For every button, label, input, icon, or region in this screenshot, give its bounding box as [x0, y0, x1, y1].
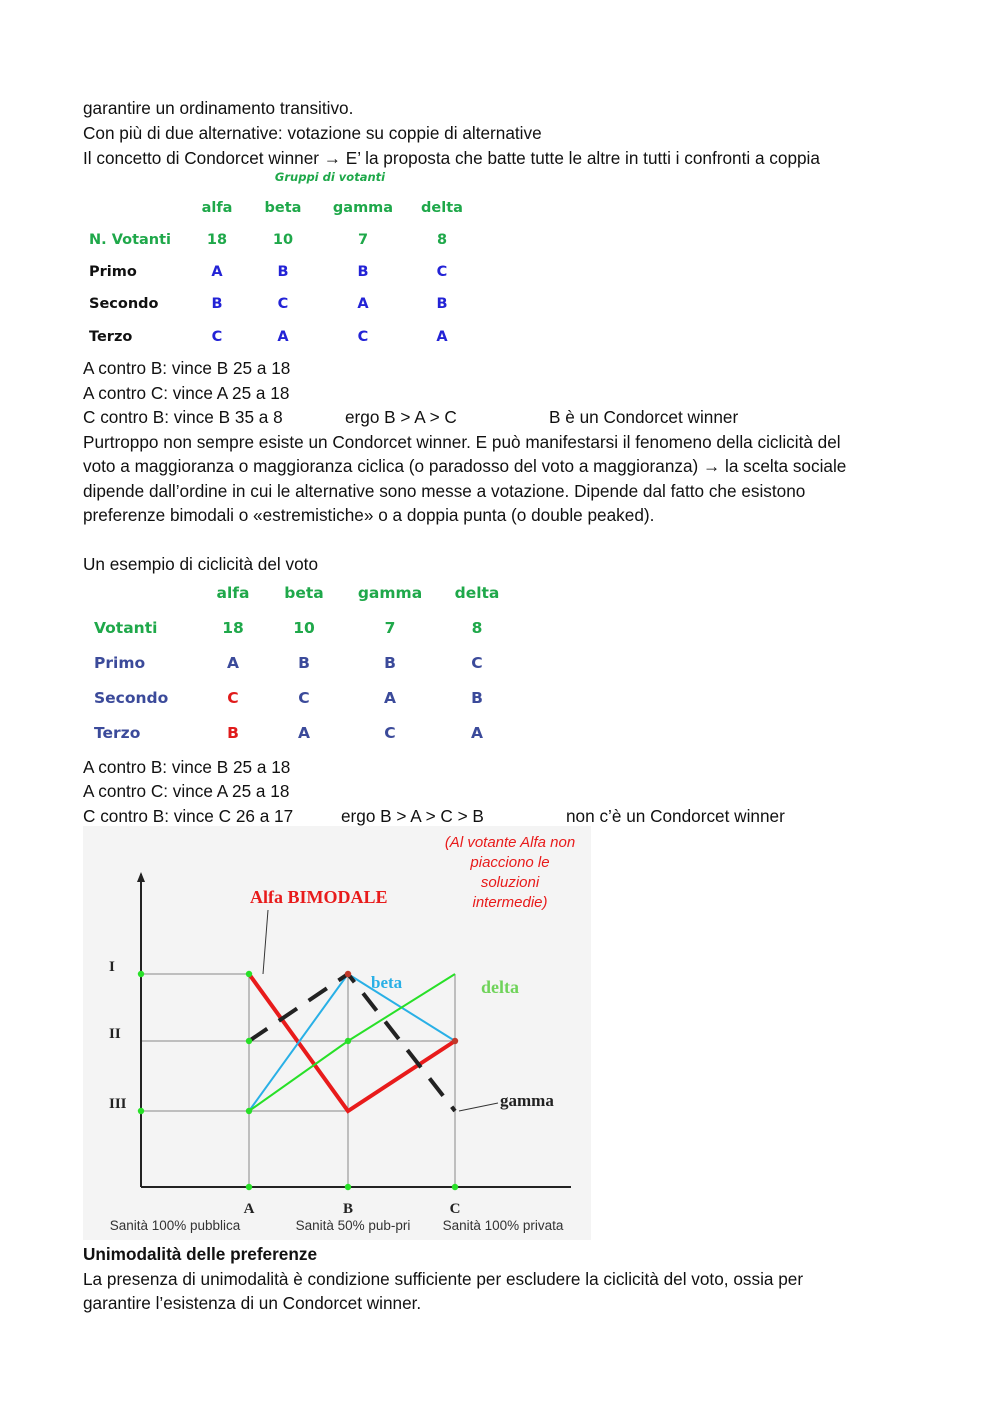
x-tick-label: C [449, 1201, 461, 1217]
chart-annotation-line: soluzioni [480, 874, 540, 891]
x-category-sublabel: Sanità 50% pub-pri [295, 1218, 411, 1233]
series-label-beta: beta [371, 973, 403, 992]
table-cell: C [211, 329, 223, 345]
section-heading: Unimodalità delle preferenze [83, 1244, 318, 1264]
table-cell: C [298, 689, 310, 707]
table-header-cell: alfa [216, 584, 250, 602]
table-cell: A [471, 724, 483, 742]
text-line [83, 804, 785, 829]
table-cell: 7 [357, 232, 369, 248]
axis-point [345, 1184, 351, 1190]
table-cell: A [211, 264, 223, 280]
series-line-gamma [249, 974, 455, 1111]
table-cell: 10 [293, 619, 315, 637]
table-cell: B [211, 296, 223, 312]
series-line-delta [249, 974, 455, 1111]
table-cell: A [357, 296, 369, 312]
text-segment: ergo B > A > C [345, 407, 457, 427]
table-cell: C [384, 724, 396, 742]
table-row-label: Terzo [89, 329, 133, 345]
table-header-cell: delta [454, 584, 500, 602]
table-cell: C [277, 296, 289, 312]
series-line-beta [249, 974, 455, 1111]
chart-annotation-line: (Al votante Alfa non [444, 834, 576, 851]
table-cell: A [227, 654, 239, 672]
axis-point [138, 971, 144, 977]
table-cell: B [471, 689, 483, 707]
table-cell: C [227, 689, 239, 707]
text-line: A contro C: vince A 25 a 18 [83, 781, 290, 801]
text-segment: E’ la proposta che batte tutte le altre in tutti i confronti a coppia [340, 148, 820, 168]
data-point [246, 1108, 252, 1114]
table-cell: B [298, 654, 310, 672]
data-point [246, 971, 252, 977]
text-segment: ergo B > A > C > B [341, 806, 484, 826]
table-row-label: Primo [89, 264, 137, 280]
table-header-cell: beta [284, 584, 324, 602]
table-row-label: Votanti [94, 619, 158, 637]
data-point [246, 1038, 252, 1044]
text-line: Un esempio di ciclicità del voto [83, 554, 319, 574]
table-header-cell: beta [264, 200, 302, 216]
table-cell: C [471, 654, 483, 672]
table-cell: A [277, 329, 289, 345]
x-tick-label: B [342, 1201, 354, 1217]
series-label-delta: delta [481, 977, 519, 997]
text-segment: C contro B: vince C 26 a 17 [83, 806, 294, 826]
label-leader-line [459, 1103, 498, 1111]
text-line: voto a maggioranza o maggioranza ciclica (o paradosso del voto a maggioranza) → la scelta sociale [83, 456, 847, 476]
text-segment: B è un Condorcet winner [549, 407, 739, 427]
y-tick-label: II [109, 1026, 121, 1042]
series-line-alfa [249, 974, 455, 1111]
x-category-sublabel: Sanità 100% pubblica [109, 1218, 241, 1233]
table-cell: 10 [272, 232, 294, 248]
table-cell: 18 [206, 232, 228, 248]
table-row-label: N. Votanti [89, 232, 172, 248]
voter-groups-table [83, 168, 483, 358]
table-cell: A [384, 689, 396, 707]
table-header-cell: delta [421, 200, 463, 216]
table-cell: 8 [436, 232, 448, 248]
label-leader-line [263, 910, 268, 974]
table-cell: B [227, 724, 239, 742]
table-cell: 18 [222, 619, 244, 637]
text-line: garantire l’esistenza di un Condorcet winner. [83, 1293, 422, 1313]
table-cell: C [436, 264, 448, 280]
preference-chart [83, 826, 591, 1240]
data-point [452, 1038, 458, 1044]
arrow-right-icon: → [323, 148, 341, 168]
y-axis-arrow-icon [137, 872, 145, 882]
text-line: preferenze bimodali o «estremistiche» o a doppia punta (o double peaked). [83, 505, 655, 525]
table-cell: 7 [384, 619, 396, 637]
axis-point [138, 1108, 144, 1114]
table-header-cell: gamma [357, 584, 423, 602]
table-cell: A [436, 329, 448, 345]
table-cell: B [277, 264, 289, 280]
text-line: A contro B: vince B 25 a 18 [83, 358, 291, 378]
table-cell: B [384, 654, 396, 672]
text-line: La presenza di unimodalità è condizione sufficiente per escludere la ciclicità del voto, ossia per [83, 1269, 804, 1289]
text-line: A contro C: vince A 25 a 18 [83, 383, 290, 403]
table-row-label: Secondo [89, 296, 159, 312]
axis-point [246, 1184, 252, 1190]
text-line: A contro B: vince B 25 a 18 [83, 757, 291, 777]
table-row-label: Primo [94, 654, 146, 672]
text-line: Con più di due alternative: votazione su coppie di alternative [83, 123, 542, 143]
cyclic-example-table [83, 580, 513, 752]
preference-chart-svg [83, 826, 591, 1240]
table-cell: B [357, 264, 369, 280]
axis-point [452, 1184, 458, 1190]
table-header-cell: gamma [332, 200, 394, 216]
table-cell: C [357, 329, 369, 345]
text-line [83, 405, 739, 430]
chart-annotation-line: piacciono le [470, 854, 550, 871]
text-segment: Il concetto di Condorcet winner [83, 148, 324, 168]
table-cell: B [436, 296, 448, 312]
table-caption: Gruppi di votanti [274, 170, 386, 184]
table-row-label: Secondo [94, 689, 169, 707]
text-line [83, 146, 820, 171]
table-row-label: Terzo [94, 724, 141, 742]
data-point [345, 971, 351, 977]
text-line: Purtroppo non sempre esiste un Condorcet winner. E può manifestarsi il fenomeno della ciclicità del [83, 432, 841, 452]
series-label-alfa: Alfa BIMODALE [250, 887, 388, 907]
table-header-cell: alfa [201, 200, 233, 216]
y-tick-label: III [109, 1096, 127, 1112]
x-category-sublabel: Sanità 100% privata [442, 1218, 564, 1233]
text-line: garantire un ordinamento transitivo. [83, 98, 354, 118]
text-line: dipende dall’ordine in cui le alternative sono messe a votazione. Dipende dal fatto che esistono [83, 481, 806, 501]
series-label-gamma: gamma [500, 1091, 554, 1110]
table-cell: A [298, 724, 310, 742]
data-point [345, 1038, 351, 1044]
text-segment: C contro B: vince B 35 a 8 [83, 407, 283, 427]
x-tick-label: A [243, 1201, 255, 1217]
text-segment: non c’è un Condorcet winner [566, 806, 785, 826]
table-cell: 8 [471, 619, 483, 637]
y-tick-label: I [109, 959, 115, 975]
chart-annotation-line: intermedie) [472, 894, 548, 911]
